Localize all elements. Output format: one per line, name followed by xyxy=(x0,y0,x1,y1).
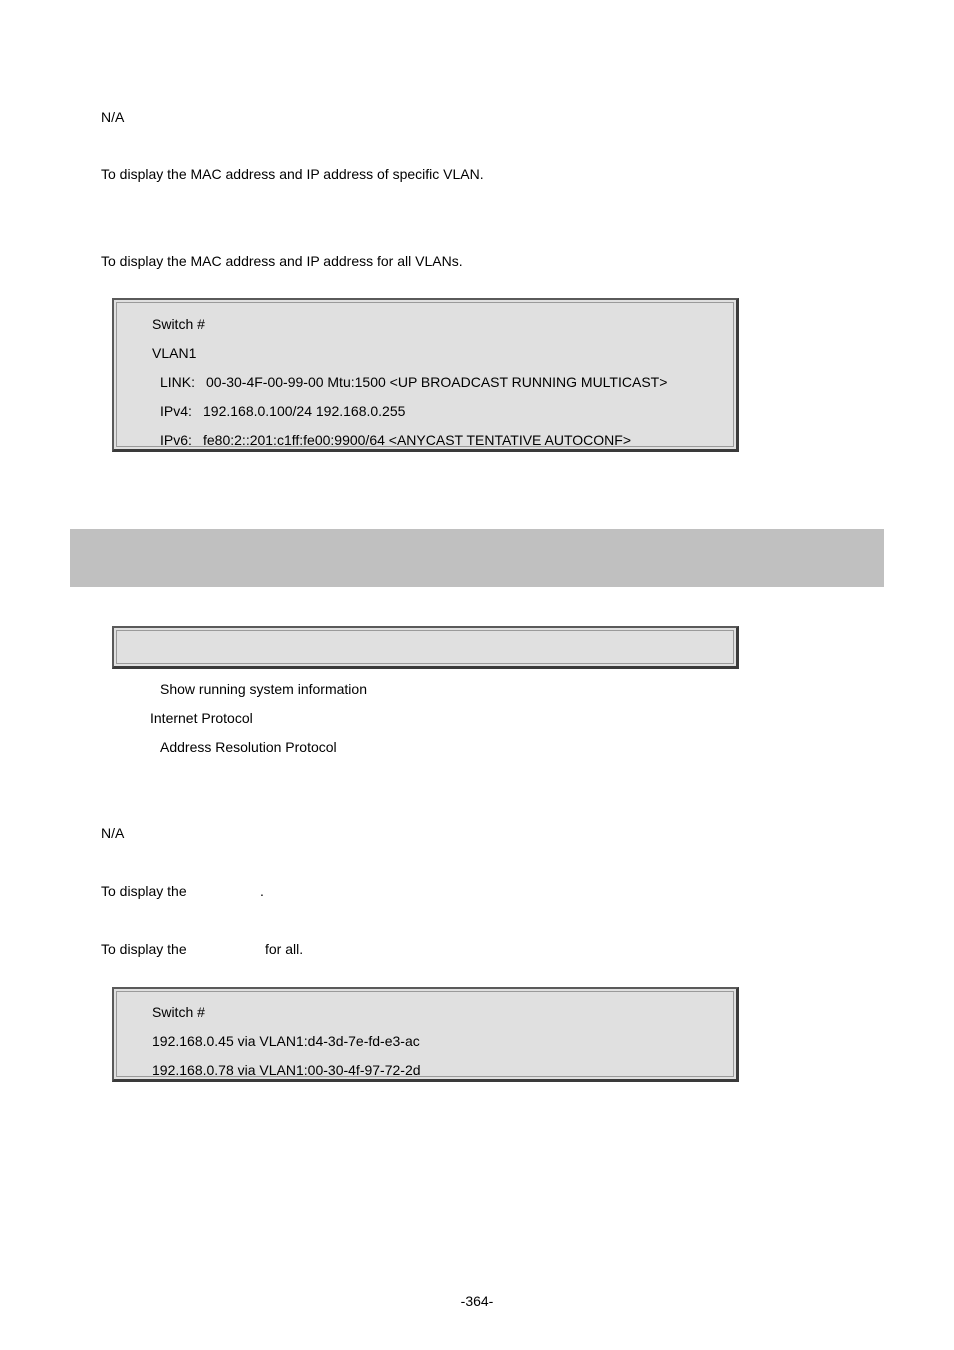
command-syntax-box xyxy=(112,626,739,669)
param-arp: Address Resolution Protocol xyxy=(160,739,337,755)
section-header-band xyxy=(70,529,884,587)
vlan-name: VLAN1 xyxy=(152,345,197,361)
ipv6-value: fe80:2::201:c1ff:fe00:9900/64 <ANYCAST TENTATIVE AUTOCONF> xyxy=(203,432,631,448)
param-show: Show running system information xyxy=(160,681,367,697)
ipv4-label: IPv4: xyxy=(160,403,192,419)
ipv4-value: 192.168.0.100/24 192.168.0.255 xyxy=(203,403,406,419)
usage-suffix-specific: . xyxy=(260,883,264,899)
arp-entry: 192.168.0.78 via VLAN1:00-30-4f-97-72-2d xyxy=(152,1062,421,1078)
usage-text-specific-vlan: To display the MAC address and IP address of specific VLAN. xyxy=(101,166,484,182)
example-code-box-arp xyxy=(112,987,739,1082)
default-value: N/A xyxy=(101,109,125,125)
usage-text-all-vlans: To display the MAC address and IP address for all VLANs. xyxy=(101,253,463,269)
link-value: 00-30-4F-00-99-00 Mtu:1500 <UP BROADCAST RUNNING MULTICAST> xyxy=(206,374,668,390)
cli-prompt: Switch # xyxy=(152,316,205,332)
example-code-box-interface xyxy=(112,298,739,452)
default-value-2: N/A xyxy=(101,825,125,841)
usage-prefix-all: To display the xyxy=(101,941,187,957)
ipv6-label: IPv6: xyxy=(160,432,192,448)
link-label: LINK: xyxy=(160,374,196,390)
page-number: -364- xyxy=(460,1293,494,1309)
usage-suffix-all: for all. xyxy=(265,941,304,957)
arp-entry: 192.168.0.45 via VLAN1:d4-3d-7e-fd-e3-ac xyxy=(152,1033,420,1049)
param-ip: Internet Protocol xyxy=(150,710,253,726)
cli-prompt-2: Switch # xyxy=(152,1004,205,1020)
usage-prefix-specific: To display the xyxy=(101,883,187,899)
